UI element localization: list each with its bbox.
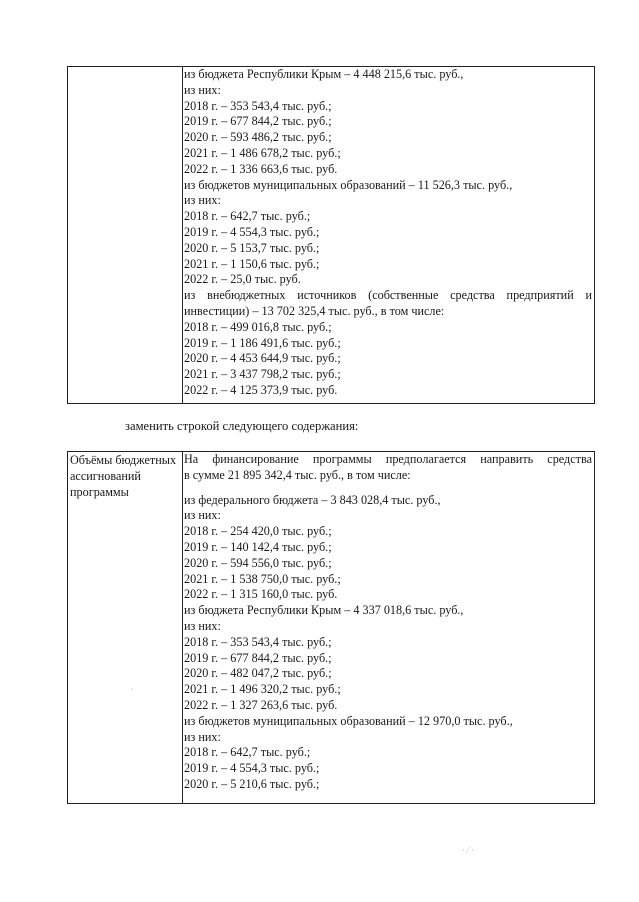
text-line: 2018 г. – 353 543,4 тыс. руб.; [184,634,332,649]
text-line: 2018 г. – 254 420,0 тыс. руб.; [184,524,332,539]
text-line: 2020 г. – 5 210,6 тыс. руб.; [184,776,320,791]
row-label: Объёмы бюджетных ассигнований программы [70,453,177,499]
intro-line: На финансирование программы предполагается направить средства [184,452,592,466]
bottom-table-content-cell [184,452,592,793]
text-line: 2021 г. – 1 150,6 тыс. руб.; [184,256,320,271]
text-line: из бюджета Республики Крым – 4 448 215,6 тыс. руб., [184,67,464,81]
text-line: из внебюджетных источников (собственные средства предприятий и [184,288,592,303]
instruction-text: заменить строкой следующего содержания: [125,419,359,433]
top-table-content-cell [184,67,592,399]
text-line: 2020 г. – 482 047,2 тыс. руб.; [184,666,332,681]
text-line: 2022 г. – 4 125 373,9 тыс. руб. [184,382,338,397]
text-line: из бюджетов муниципальных образований – 12 970,0 тыс. руб., [184,713,513,728]
text-line: 2021 г. – 1 496 320,2 тыс. руб.; [184,682,341,697]
text-line: инвестиции) – 13 702 325,4 тыс. руб., в том числе: [184,303,445,318]
text-line: 2022 г. – 25,0 тыс. руб. [184,272,301,287]
text-line: 2018 г. – 499 016,8 тыс. руб.; [184,319,332,334]
bottom-table-label-cell [68,452,183,803]
top-table [67,66,595,404]
bottom-table [67,451,595,804]
text-line: из бюджета Республики Крым – 4 337 018,6 тыс. руб., [184,603,464,618]
text-line: из них: [184,618,221,633]
intro-line: в сумме 21 895 342,4 тыс. руб., в том числе: [184,467,411,482]
text-line: 2020 г. – 593 486,2 тыс. руб.; [184,130,332,145]
scan-speck: · ⁄ · [462,845,474,855]
text-line: 2021 г. – 1 486 678,2 тыс. руб.; [184,145,341,160]
text-line: 2019 г. – 677 844,2 тыс. руб.; [184,650,332,665]
text-line: из федерального бюджета – 3 843 028,4 тыс. руб., [184,492,441,507]
text-line: 2018 г. – 642,7 тыс. руб.; [184,745,311,760]
text-line: 2022 г. – 1 315 160,0 тыс. руб. [184,587,338,602]
text-line: из них: [184,193,221,208]
text-line: 2018 г. – 353 543,4 тыс. руб.; [184,98,332,113]
text-line: 2019 г. – 4 554,3 тыс. руб.; [184,761,320,776]
text-line: 2022 г. – 1 336 663,6 тыс. руб. [184,161,338,176]
scan-speck: · [130,684,133,694]
text-line: 2021 г. – 3 437 798,2 тыс. руб.; [184,367,341,382]
text-line: 2019 г. – 677 844,2 тыс. руб.; [184,114,332,129]
text-line: 2019 г. – 1 186 491,6 тыс. руб.; [184,335,341,350]
text-line: 2019 г. – 140 142,4 тыс. руб.; [184,539,332,554]
text-line: из них: [184,729,221,744]
top-table-label-cell [68,67,183,403]
text-line: 2018 г. – 642,7 тыс. руб.; [184,209,311,224]
text-line: 2020 г. – 594 556,0 тыс. руб.; [184,555,332,570]
text-line: 2020 г. – 4 453 644,9 тыс. руб.; [184,351,341,366]
text-line: из них: [184,82,221,97]
text-line: из бюджетов муниципальных образований – 11 526,3 тыс. руб., [184,177,513,192]
text-line: 2019 г. – 4 554,3 тыс. руб.; [184,224,320,239]
text-line: 2020 г. – 5 153,7 тыс. руб.; [184,240,320,255]
text-line: из них: [184,508,221,523]
text-line: 2021 г. – 1 538 750,0 тыс. руб.; [184,571,341,586]
text-line: 2022 г. – 1 327 263,6 тыс. руб. [184,697,338,712]
